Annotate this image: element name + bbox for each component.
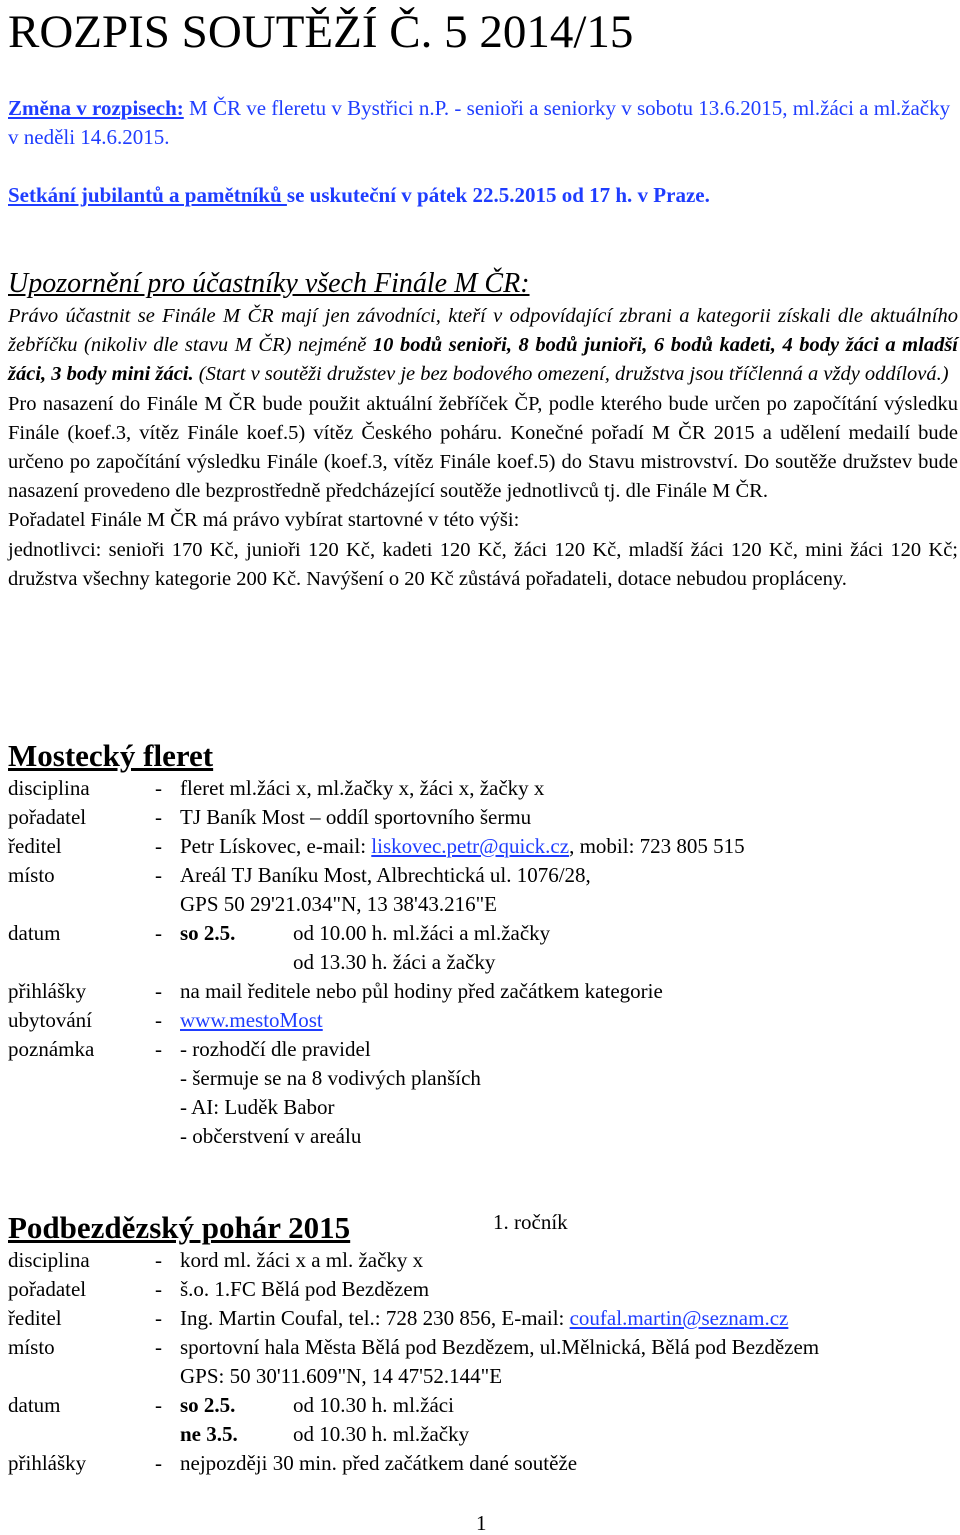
meeting-label: Setkání jubilantů a pamětníků [8, 183, 287, 207]
prihlasky-label: přihlášky [8, 979, 87, 1003]
dash: - [155, 1335, 162, 1359]
notice-p2: Pro nasazení do Finále M ČR bude použit aktuální žebříček ČP, podle kterého bude určen po započítání výsledku Finále (koef.3, vítěz Finále koef.5) vítěz Českého poháru. Konečné pořadí M ČR 2015 a udělení medailí bude určeno po započítání výsledku Finále (koef.3, vítěz Finále koef.5) do Stavu mistrovství. Do soutěže družstev bude nasazení provedeno dle bezprostředně předcházející soutěže jednotlivců tj. dle Finále M ČR. [8, 392, 958, 503]
poznamka-2: - šermuje se na 8 vodivých planších [180, 1066, 481, 1090]
reditel-name: Ing. Martin Coufal, tel.: 728 230 856, E-mail: [180, 1306, 570, 1330]
notice-p4: jednotlivci: senioři 170 Kč, junioři 120 Kč, kadeti 120 Kč, žáci 120 Kč, mladší žáci 120 Kč, mini žáci 120 Kč; družstva všechny kategorie 200 Kč. Navýšení o 20 Kč zůstává pořadateli, dotace nebudou propláceny. [8, 538, 958, 590]
poradatel-value: TJ Baník Most – oddíl sportovního šermu [180, 805, 532, 829]
reditel-email-link[interactable]: coufal.martin@seznam.cz [569, 1306, 789, 1330]
dash: - [155, 834, 162, 858]
poznamka-1: - rozhodčí dle pravidel [180, 1037, 371, 1061]
disciplina-value: kord ml. žáci x a ml. žačky x [180, 1248, 424, 1272]
schedule-change-label: Změna v rozpisech: [8, 96, 184, 120]
dash: - [155, 1393, 162, 1417]
dash: - [155, 921, 162, 945]
datum-day: so 2.5. [180, 921, 236, 945]
meeting-text: se uskuteční v pátek 22.5.2015 od 17 h. v Praze. [286, 183, 710, 207]
poznamka-4: - občerstvení v areálu [180, 1124, 362, 1148]
dash: - [155, 1008, 162, 1032]
dash: - [155, 1451, 162, 1475]
notice-p1: Právo účastnit se Finále M ČR mají jen závodníci, kteří v odpovídající zbrani a kategorii získali dle aktuálního žebříčku (nikoliv dle stavu M ČR) nejméně [8, 305, 958, 357]
poznamka-3: - AI: Luděk Babor [180, 1095, 335, 1119]
datum-label: datum [8, 921, 61, 945]
disciplina-label: disciplina [8, 1248, 90, 1272]
misto-gps: GPS 50 29'21.034"N, 13 38'43.216"E [180, 892, 497, 916]
meeting-paragraph [8, 181, 956, 210]
dash: - [155, 776, 162, 800]
poradatel-value: š.o. 1.FC Bělá pod Bezdězem [180, 1277, 430, 1301]
datum-time-2: od 10.30 h. ml.žačky [293, 1422, 470, 1446]
poradatel-label: pořadatel [8, 1277, 87, 1301]
disciplina-label: disciplina [8, 776, 90, 800]
dash: - [155, 1277, 162, 1301]
datum-day-2: ne 3.5. [180, 1422, 238, 1446]
dash: - [155, 1248, 162, 1272]
datum-value [180, 1391, 958, 1420]
disciplina-value: fleret ml.žáci x, ml.žačky x, žáci x, žačky x [180, 776, 545, 800]
dash: - [155, 979, 162, 1003]
prihlasky-label: přihlášky [8, 1451, 87, 1475]
schedule-change-paragraph [8, 94, 956, 152]
podbezdezsky-details [8, 1246, 958, 1478]
poznamka-label: poznámka [8, 1037, 95, 1061]
misto-gps: GPS: 50 30'11.609"N, 14 47'52.144"E [180, 1364, 503, 1388]
datum-value-2 [180, 948, 958, 977]
reditel-label: ředitel [8, 1306, 62, 1330]
misto-value: sportovní hala Města Bělá pod Bezdězem, ul.Mělnická, Bělá pod Bezdězem [180, 1335, 820, 1359]
misto-label: místo [8, 1335, 55, 1359]
reditel-label: ředitel [8, 834, 62, 858]
reditel-email-link[interactable]: liskovec.petr@quick.cz [371, 834, 570, 858]
finals-notice-body [8, 302, 958, 594]
mostecky-heading: Mostecký fleret [8, 738, 214, 773]
misto-value: Areál TJ Baníku Most, Albrechtická ul. 1076/28, [180, 863, 591, 887]
schedule-change-text: M ČR ve fleretu v Bystřici n.P. - senioři a seniorky v sobotu 13.6.2015, ml.žáci a ml.žačky v neděli 14.6.2015. [8, 96, 951, 149]
misto-label: místo [8, 863, 55, 887]
reditel-value [180, 1304, 958, 1333]
poradatel-label: pořadatel [8, 805, 87, 829]
datum-value [180, 919, 958, 948]
datum-label: datum [8, 1393, 61, 1417]
ubytovani-value [180, 1006, 958, 1035]
ubytovani-label: ubytování [8, 1008, 92, 1032]
edition-label: 1. ročník [493, 1210, 568, 1234]
notice-p1-points: 10 bodů senioři, 8 bodů junioři, 6 bodů kadeti, 4 body žáci a mladší žáci, 3 body mini žáci. [8, 334, 958, 386]
prihlasky-value: na mail ředitele nebo půl hodiny před začátkem kategorie [180, 979, 663, 1003]
reditel-name: Petr Lískovec, e-mail: [180, 834, 372, 858]
page-number: 1 [476, 1511, 487, 1535]
datum-time-2: od 13.30 h. žáci a žačky [293, 950, 496, 974]
prihlasky-value: nejpozději 30 min. před začátkem dané soutěže [180, 1451, 578, 1475]
ubytovani-link[interactable]: www.mestoMost [180, 1008, 323, 1032]
notice-p3: Pořadatel Finále M ČR má právo vybírat startovné v této výši: [8, 509, 520, 532]
finals-notice-heading: Upozornění pro účastníky všech Finále M ČR: [8, 268, 530, 299]
notice-p1-end: (Start v soutěži družstev je bez bodového omezení, družstva jsou tříčlenná a vždy oddílová.) [193, 363, 949, 386]
dash: - [155, 1306, 162, 1330]
mostecky-details [8, 774, 958, 1151]
datum-time-1: od 10.30 h. ml.žáci [293, 1393, 454, 1417]
datum-day-1: so 2.5. [180, 1393, 236, 1417]
datum-value-2 [180, 1420, 958, 1449]
reditel-phone: , mobil: 723 805 515 [569, 834, 745, 858]
dash: - [155, 1037, 162, 1061]
reditel-value [180, 832, 958, 861]
podbezdezsky-heading: Podbezdězský pohár 2015 [8, 1210, 351, 1245]
dash: - [155, 863, 162, 887]
page-title: ROZPIS SOUTĚŽÍ Č. 5 2014/15 [8, 6, 634, 58]
dash: - [155, 805, 162, 829]
datum-time-1: od 10.00 h. ml.žáci a ml.žačky [293, 921, 551, 945]
